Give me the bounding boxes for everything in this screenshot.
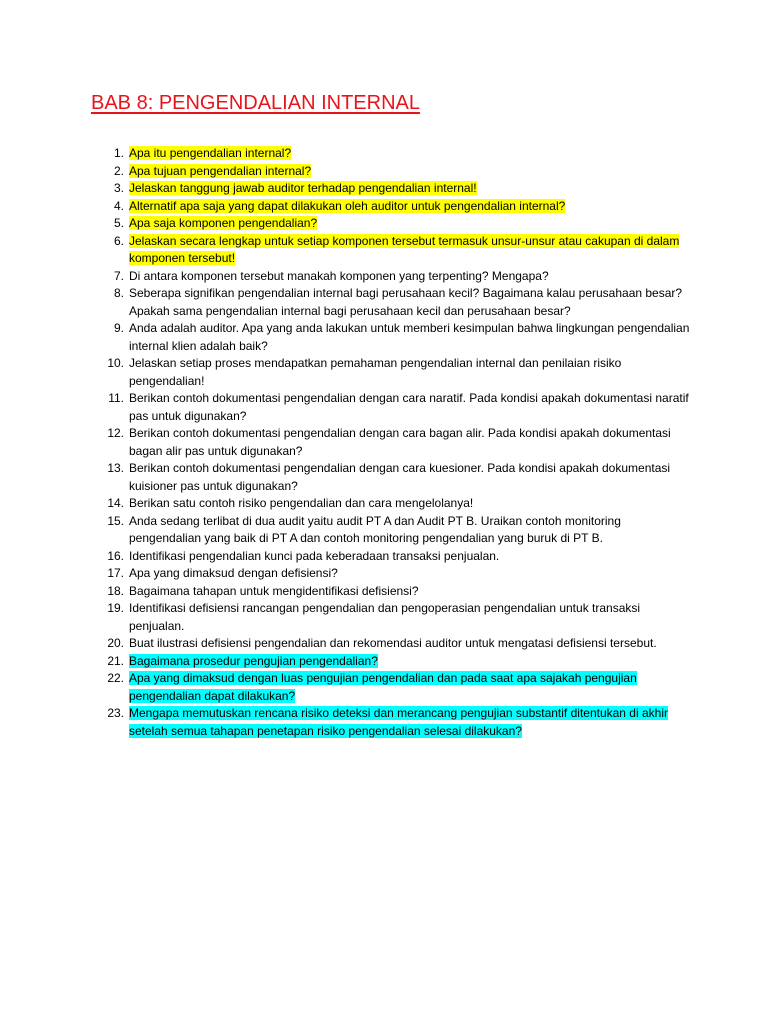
page-title: BAB 8: PENGENDALIAN INTERNAL <box>91 92 420 114</box>
question-text: Berikan contoh dokumentasi pengendalian dengan cara kuesioner. Pada kondisi apakah dokumentasi kuisioner pas untuk digunakan? <box>129 461 671 493</box>
question-number: 8. <box>113 286 124 300</box>
question-number: 22. <box>107 671 124 685</box>
question-text: Bagaimana tahapan untuk mengidentifikasi defisiensi? <box>129 583 419 598</box>
question-text: Di antara komponen tersebut manakah komponen yang terpenting? Mengapa? <box>129 268 549 283</box>
question-number: 7. <box>113 268 124 283</box>
question-item <box>100 670 690 705</box>
question-number: 21. <box>107 653 124 668</box>
question-number: 11. <box>108 391 124 405</box>
question-text: Seberapa signifikan pengendalian internal bagi perusahaan kecil? Bagaimana kalau perusahaan besar? Apakah sama pengendalian internal bagi perusahaan kecil dan perusahaan besar? <box>129 286 683 318</box>
question-item <box>100 653 690 671</box>
question-text: Identifikasi pengendalian kunci pada keberadaan transaksi penjualan. <box>129 548 500 563</box>
question-number: 23. <box>107 706 124 720</box>
question-list <box>100 145 690 740</box>
question-text: Apa tujuan pengendalian internal? <box>129 163 312 178</box>
question-item <box>100 145 690 163</box>
question-item <box>100 163 690 181</box>
question-item <box>100 355 690 390</box>
question-text: Berikan contoh dokumentasi pengendalian dengan cara bagan alir. Pada kondisi apakah dokumentasi bagan alir pas untuk digunakan? <box>129 426 671 458</box>
question-item <box>100 548 690 566</box>
question-item <box>100 233 690 268</box>
question-item <box>100 513 690 548</box>
question-text: Jelaskan tanggung jawab auditor terhadap pengendalian internal! <box>129 181 477 195</box>
question-text: Berikan satu contoh risiko pengendalian dan cara mengelolanya! <box>129 496 474 510</box>
question-text: Jelaskan secara lengkap untuk setiap komponen tersebut termasuk unsur-unsur atau cakupan di dalam komponen tersebut! <box>129 233 680 265</box>
question-text: Apa yang dimaksud dengan luas pengujian pengendalian dan pada saat apa sajakah pengujian pengendalian dapat dilakukan? <box>129 671 637 703</box>
question-text: Identifikasi defisiensi rancangan pengendalian dan pengoperasian pengendalian untuk transaksi penjualan. <box>129 601 641 633</box>
question-number: 12. <box>107 426 124 440</box>
question-number: 16. <box>107 548 124 563</box>
question-text: Apa itu pengendalian internal? <box>129 146 292 160</box>
question-text: Apa yang dimaksud dengan defisiensi? <box>129 566 338 580</box>
question-item <box>100 320 690 355</box>
question-item <box>100 425 690 460</box>
question-text: Anda sedang terlibat di dua audit yaitu audit PT A dan Audit PT B. Uraikan contoh monitoring pengendalian yang baik di PT A dan contoh monitoring pengendalian yang buruk di PT B. <box>129 513 621 545</box>
question-number: 13. <box>107 461 124 475</box>
question-text: Jelaskan setiap proses mendapatkan pemahaman pengendalian internal dan penilaian risiko pengendalian! <box>129 356 622 388</box>
question-item <box>100 565 690 583</box>
question-item <box>100 268 690 286</box>
question-item <box>100 390 690 425</box>
question-number: 17. <box>107 566 124 580</box>
question-number: 4. <box>113 198 124 213</box>
question-number: 14. <box>107 496 124 510</box>
question-text: Alternatif apa saja yang dapat dilakukan oleh auditor untuk pengendalian internal? <box>129 198 566 213</box>
question-item <box>100 285 690 320</box>
question-number: 3. <box>113 181 124 195</box>
question-text: Bagaimana prosedur pengujian pengendalian? <box>129 653 378 668</box>
question-text: Anda adalah auditor. Apa yang anda lakukan untuk memberi kesimpulan bahwa lingkungan pengendalian internal klien adalah baik? <box>129 321 690 353</box>
question-item <box>100 180 690 198</box>
question-item <box>100 460 690 495</box>
question-text: Berikan contoh dokumentasi pengendalian dengan cara naratif. Pada kondisi apakah dokumentasi naratif pas untuk digunakan? <box>129 391 689 423</box>
question-number: 9. <box>113 321 124 335</box>
question-item <box>100 495 690 513</box>
question-number: 5. <box>113 216 124 230</box>
question-text: Mengapa memutuskan rencana risiko deteksi dan merancang pengujian substantif ditentukan di akhir setelah semua tahapan penetapan risiko pengendalian selesai dilakukan? <box>129 706 668 738</box>
question-item <box>100 635 690 653</box>
question-number: 20. <box>107 636 124 650</box>
question-number: 19. <box>107 601 124 615</box>
question-number: 10. <box>107 356 124 370</box>
question-item <box>100 705 690 740</box>
question-item <box>100 215 690 233</box>
question-item <box>100 583 690 601</box>
question-number: 2. <box>113 163 124 178</box>
question-text: Apa saja komponen pengendalian? <box>129 216 318 230</box>
question-item <box>100 600 690 635</box>
question-number: 6. <box>113 233 124 248</box>
question-text: Buat ilustrasi defisiensi pengendalian dan rekomendasi auditor untuk mengatasi defisiensi tersebut. <box>129 636 657 650</box>
question-number: 18. <box>107 583 124 598</box>
question-item <box>100 198 690 216</box>
question-number: 15. <box>107 513 124 528</box>
question-number: 1. <box>113 146 124 160</box>
